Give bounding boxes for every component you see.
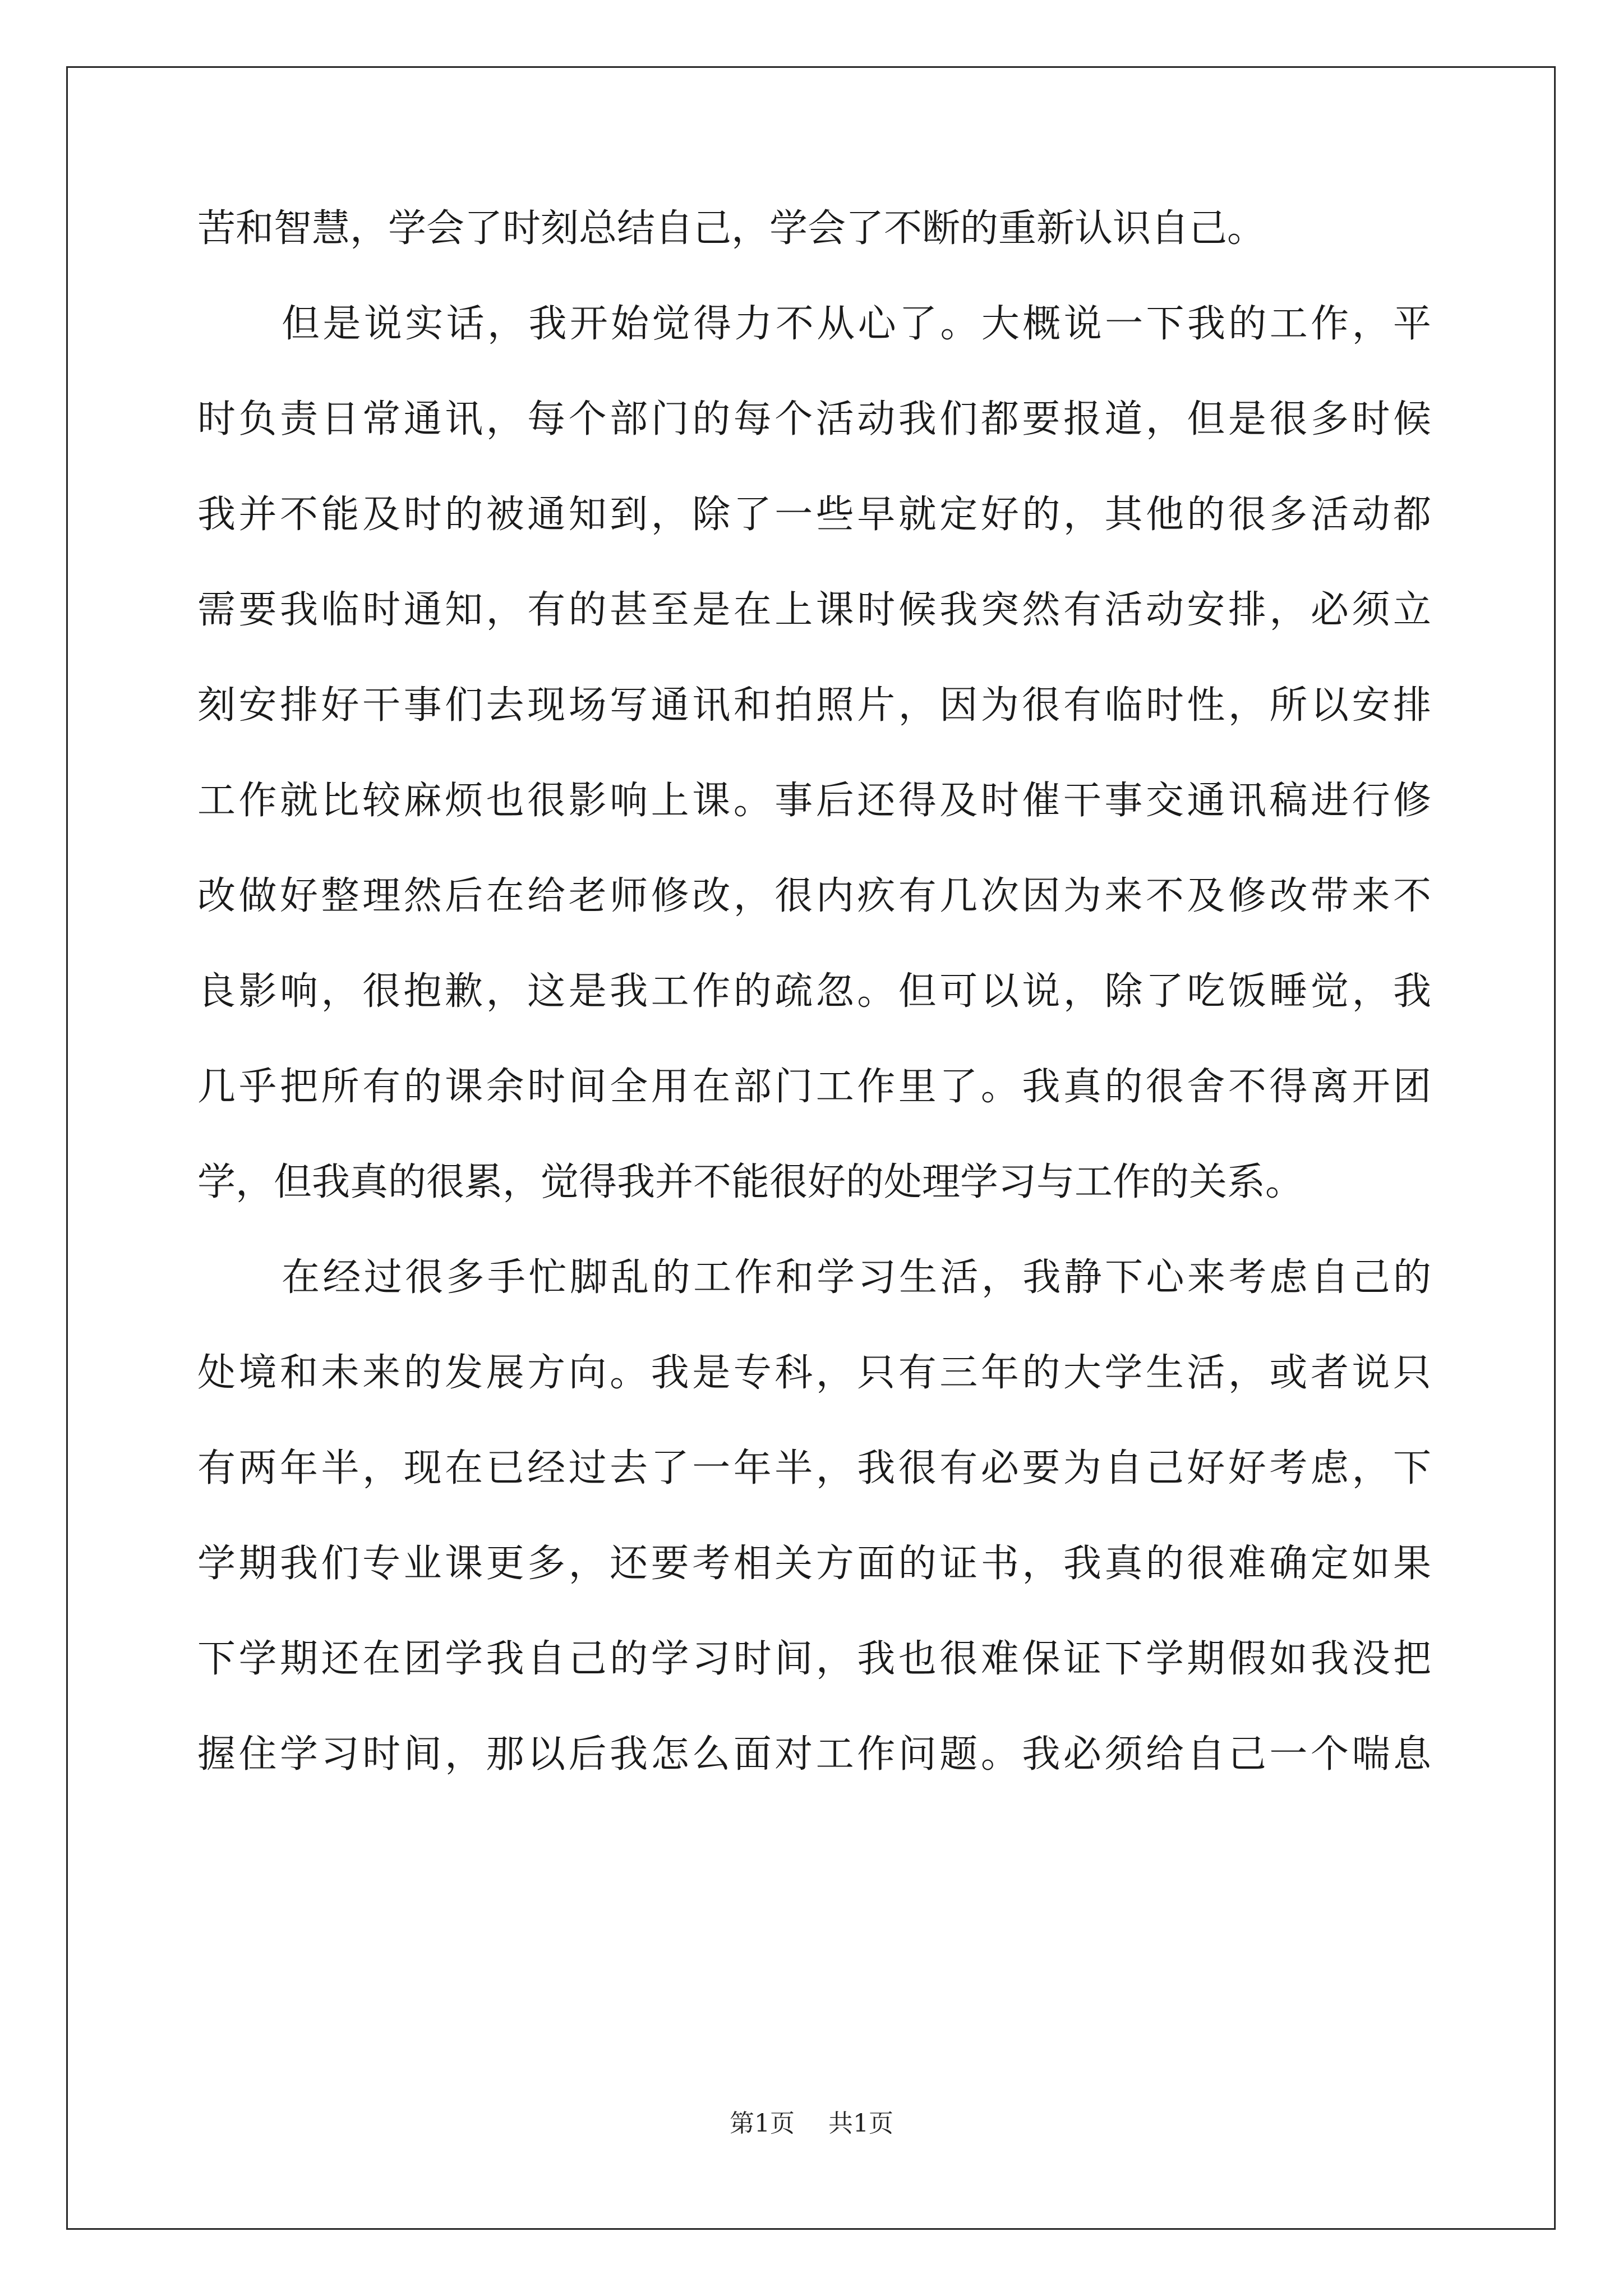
text-line: 学期我们专业课更多，还要考相关方面的证书，我真的很难确定如果 [197, 1542, 1431, 1586]
text-line: 苦和智慧，学会了时刻总结自己，学会了不断的重新认识自己。 [197, 206, 1266, 251]
text-line: 处境和未来的发展方向。我是专科，只有三年的大学生活，或者说只 [197, 1351, 1431, 1395]
page-total: 共1页 [828, 2109, 893, 2138]
text-line: 学，但我真的很累，觉得我并不能很好的处理学习与工作的关系。 [197, 1160, 1304, 1204]
text-line: 握住学习时间，那以后我怎么面对工作问题。我必须给自己一个喘息 [197, 1732, 1431, 1777]
text-line: 需要我临时通知，有的甚至是在上课时候我突然有活动安排，必须立 [197, 588, 1431, 632]
text-line: 在经过很多手忙脚乱的工作和学习生活，我静下心来考虑自己的 [282, 1255, 1431, 1300]
text-line: 我并不能及时的被通知到，除了一些早就定好的，其他的很多活动都 [197, 493, 1431, 537]
text-line: 刻安排好干事们去现场写通讯和拍照片，因为很有临时性，所以安排 [197, 683, 1431, 728]
page-number: 第1页 [730, 2109, 795, 2138]
text-line: 工作就比较麻烦也很影响上课。事后还得及时催干事交通讯稿进行修 [197, 779, 1431, 823]
text-line: 几乎把所有的课余时间全用在部门工作里了。我真的很舍不得离开团 [197, 1065, 1431, 1109]
page-footer [0, 2107, 1623, 2141]
text-line: 但是说实话，我开始觉得力不从心了。大概说一下我的工作，平 [282, 302, 1431, 346]
text-line: 有两年半，现在已经过去了一年半，我很有必要为自己好好考虑，下 [197, 1446, 1431, 1490]
text-line: 改做好整理然后在给老师修改，很内疚有几次因为来不及修改带来不 [197, 874, 1431, 918]
text-line: 良影响，很抱歉，这是我工作的疏忽。但可以说，除了吃饭睡觉，我 [197, 969, 1431, 1014]
text-line: 下学期还在团学我自己的学习时间，我也很难保证下学期假如我没把 [197, 1637, 1431, 1681]
text-line: 时负责日常通讯，每个部门的每个活动我们都要报道，但是很多时候 [197, 397, 1431, 441]
